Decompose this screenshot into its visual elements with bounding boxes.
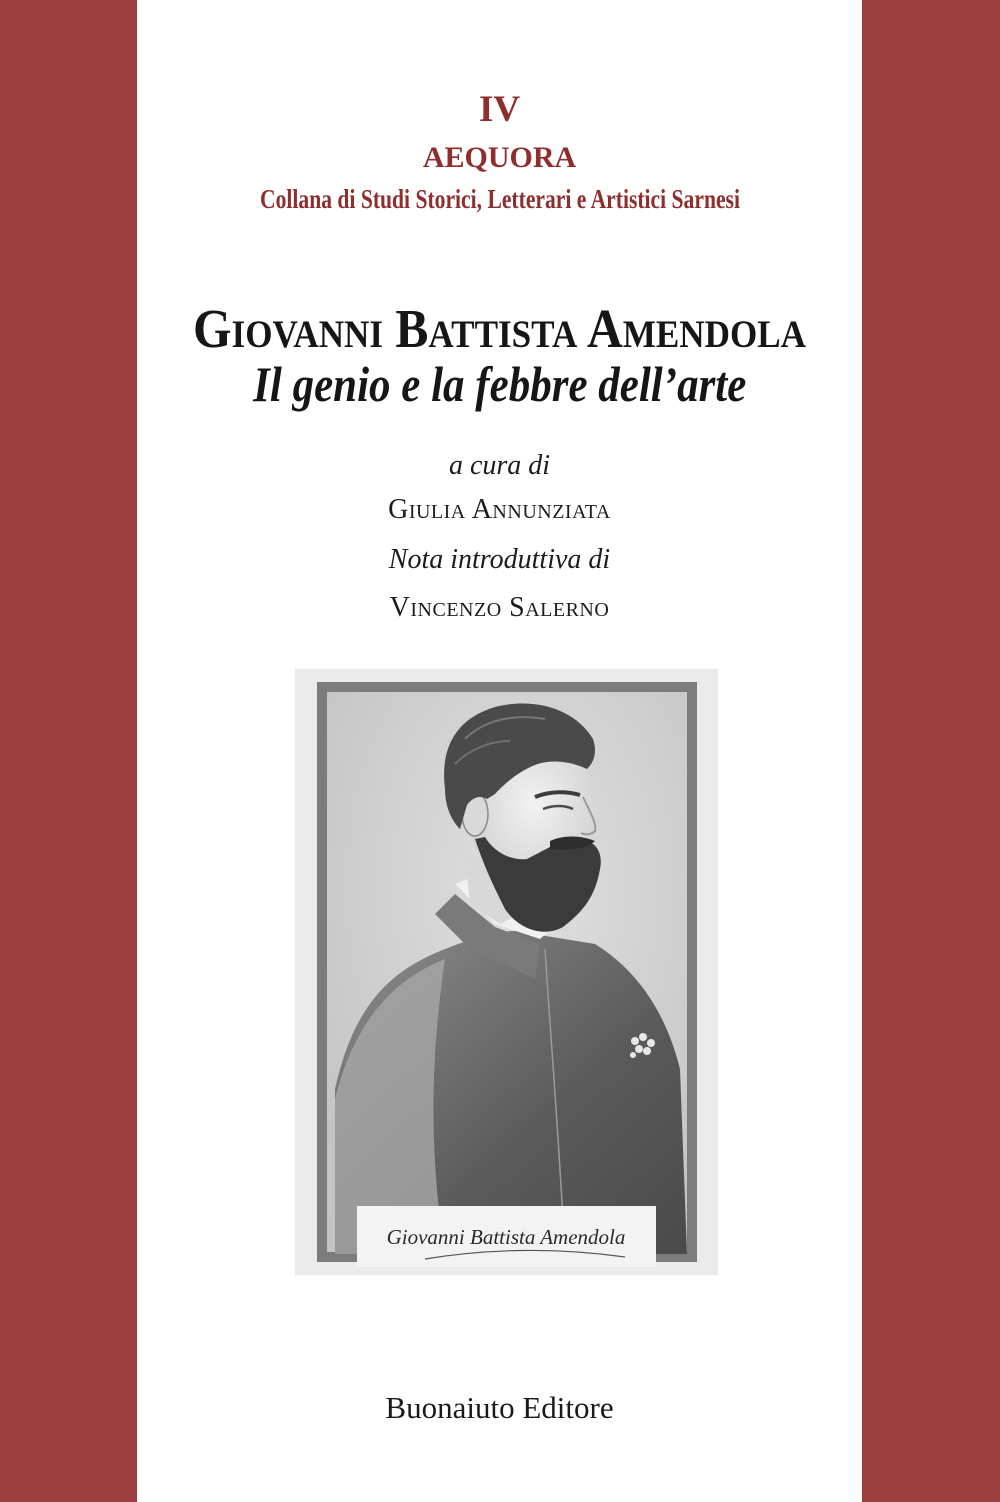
series-volume: IV <box>478 89 521 130</box>
intro-author-name: Vincenzo Salerno <box>389 592 610 623</box>
right-red-band <box>862 0 1000 1502</box>
book-subtitle: Il genio e la febbre dell’arte <box>252 356 747 412</box>
portrait-image <box>295 669 718 1275</box>
editor-name: Giulia Annunziata <box>388 494 611 525</box>
portrait-photo <box>295 669 718 1275</box>
left-red-band <box>0 0 137 1502</box>
series-description: Collana di Studi Storici, Letterari e Artistici Sarnesi <box>259 184 740 214</box>
book-title: Giovanni Battista Amendola <box>193 298 806 359</box>
publisher-name: Buonaiuto Editore <box>385 1390 614 1425</box>
signature-text: Giovanni Battista Amendola <box>386 1225 626 1249</box>
intro-label: Nota introduttiva di <box>388 544 611 575</box>
series-name: AEQUORA <box>422 141 577 174</box>
editor-label: a cura di <box>448 450 551 481</box>
